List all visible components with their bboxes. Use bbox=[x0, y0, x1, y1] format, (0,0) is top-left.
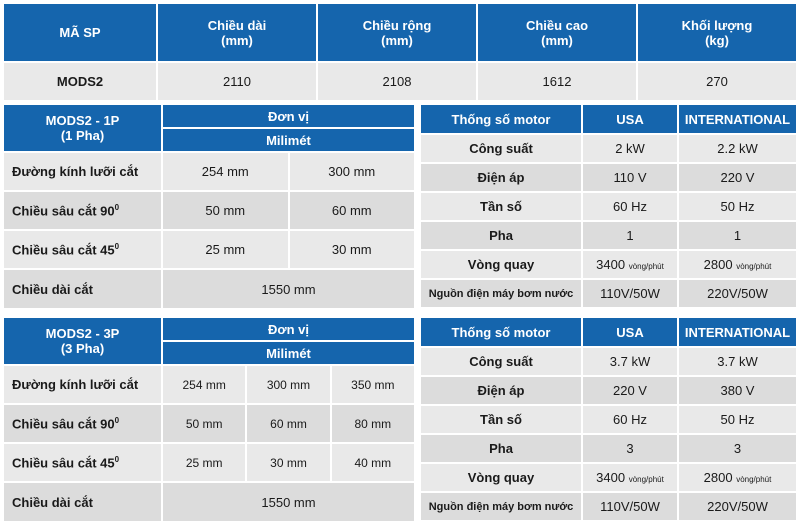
degree-mark: 0 bbox=[114, 202, 120, 212]
p3-row-diameter-value: 350 mm bbox=[332, 366, 414, 403]
p3-cut-length-value: 1550 mm bbox=[163, 483, 414, 521]
motor3-voltage-usa: 220 V bbox=[583, 377, 677, 404]
rpm-unit: vòng/phút bbox=[736, 475, 772, 484]
p3-row-depth45-text: Chiều sâu cắt 45 bbox=[12, 455, 115, 471]
p3-row-depth45-label bbox=[4, 444, 161, 481]
p1-row-depth90-value: 50 mm bbox=[163, 192, 288, 229]
p3-model-cell: MODS2 - 3P (3 Pha) bbox=[4, 318, 161, 364]
motor1-power-usa: 2 kW bbox=[583, 135, 677, 162]
motor3-phase-usa: 3 bbox=[583, 435, 677, 462]
p3-row-diameter-label: Đường kính lưỡi cắt bbox=[4, 366, 161, 403]
p1-row-depth90-label bbox=[4, 192, 161, 229]
p3-row-depth45-value: 40 mm bbox=[332, 444, 414, 481]
motor3-header-spec: Thống số motor bbox=[421, 318, 581, 346]
motor1-voltage-intl: 220 V bbox=[679, 164, 796, 191]
motor1-rpm-usa bbox=[583, 251, 677, 278]
p1-unit-sub: Milimét bbox=[163, 129, 414, 151]
motor3-phase-intl: 3 bbox=[679, 435, 796, 462]
rpm-unit: vòng/phút bbox=[628, 262, 664, 271]
motor3-frequency-usa: 60 Hz bbox=[583, 406, 677, 433]
motor3-table bbox=[419, 316, 798, 522]
motor1-frequency-usa: 60 Hz bbox=[583, 193, 677, 220]
motor1-phase-label: Pha bbox=[421, 222, 581, 249]
motor3-frequency-intl: 50 Hz bbox=[679, 406, 796, 433]
motor1-header-spec: Thống số motor bbox=[421, 105, 581, 133]
motor1-phase-intl: 1 bbox=[679, 222, 796, 249]
p1-dimension-table bbox=[2, 103, 416, 310]
motor3-power-intl: 3.7 kW bbox=[679, 348, 796, 375]
rpm-value: 2800 bbox=[703, 470, 733, 485]
p3-dimension-table bbox=[2, 316, 416, 523]
degree-mark: 0 bbox=[114, 241, 120, 251]
p3-row-depth90-value: 80 mm bbox=[332, 405, 414, 442]
summary-header-height: Chiều cao (mm) bbox=[478, 4, 636, 61]
summary-header-length: Chiều dài (mm) bbox=[158, 4, 316, 61]
p3-cut-length-label: Chiều dài cắt bbox=[4, 483, 161, 521]
motor1-voltage-usa: 110 V bbox=[583, 164, 677, 191]
p3-unit-header: Đơn vị bbox=[163, 318, 414, 340]
motor3-header-usa: USA bbox=[583, 318, 677, 346]
motor1-header-intl: INTERNATIONAL bbox=[679, 105, 796, 133]
p1-row-depth90-text: Chiều sâu cắt 90 bbox=[12, 203, 115, 219]
summary-header-width: Chiều rộng (mm) bbox=[318, 4, 476, 61]
motor1-pump-intl: 220V/50W bbox=[679, 280, 796, 307]
p3-row-diameter-value: 254 mm bbox=[163, 366, 245, 403]
motor1-power-label: Công suất bbox=[421, 135, 581, 162]
motor3-power-label: Công suất bbox=[421, 348, 581, 375]
motor3-voltage-intl: 380 V bbox=[679, 377, 796, 404]
motor1-phase-usa: 1 bbox=[583, 222, 677, 249]
rpm-value: 2800 bbox=[703, 257, 733, 272]
p3-row-depth90-label bbox=[4, 405, 161, 442]
p1-row-depth45-value: 30 mm bbox=[290, 231, 415, 268]
summary-model: MODS2 bbox=[4, 63, 156, 100]
summary-table bbox=[2, 2, 798, 102]
motor1-frequency-label: Tần số bbox=[421, 193, 581, 220]
p1-row-diameter-label: Đường kính lưỡi cắt bbox=[4, 153, 161, 190]
rpm-unit: vòng/phút bbox=[628, 475, 664, 484]
motor3-voltage-label: Điện áp bbox=[421, 377, 581, 404]
p3-row-depth90-value: 50 mm bbox=[163, 405, 245, 442]
motor3-frequency-label: Tần số bbox=[421, 406, 581, 433]
motor1-pump-label: Nguồn điện máy bơm nước bbox=[421, 280, 581, 307]
motor1-rpm-label: Vòng quay bbox=[421, 251, 581, 278]
motor1-power-intl: 2.2 kW bbox=[679, 135, 796, 162]
p3-row-depth45-value: 25 mm bbox=[163, 444, 245, 481]
motor3-rpm-usa bbox=[583, 464, 677, 491]
rpm-value: 3400 bbox=[596, 257, 626, 272]
p1-row-diameter-value: 300 mm bbox=[290, 153, 415, 190]
p1-row-depth45-value: 25 mm bbox=[163, 231, 288, 268]
p1-model-cell: MODS2 - 1P (1 Pha) bbox=[4, 105, 161, 151]
motor1-header-usa: USA bbox=[583, 105, 677, 133]
summary-width: 2108 bbox=[318, 63, 476, 100]
motor1-pump-usa: 110V/50W bbox=[583, 280, 677, 307]
rpm-value: 3400 bbox=[596, 470, 626, 485]
p1-row-depth90-value: 60 mm bbox=[290, 192, 415, 229]
p3-row-diameter-value: 300 mm bbox=[247, 366, 329, 403]
degree-mark: 0 bbox=[114, 415, 120, 425]
p3-unit-sub: Milimét bbox=[163, 342, 414, 364]
summary-weight: 270 bbox=[638, 63, 796, 100]
motor3-header-intl: INTERNATIONAL bbox=[679, 318, 796, 346]
p1-cut-length-label: Chiều dài cắt bbox=[4, 270, 161, 308]
p1-cut-length-value: 1550 mm bbox=[163, 270, 414, 308]
motor1-frequency-intl: 50 Hz bbox=[679, 193, 796, 220]
motor3-phase-label: Pha bbox=[421, 435, 581, 462]
motor1-voltage-label: Điện áp bbox=[421, 164, 581, 191]
p1-unit-header: Đơn vị bbox=[163, 105, 414, 127]
summary-length: 2110 bbox=[158, 63, 316, 100]
motor3-rpm-intl bbox=[679, 464, 796, 491]
p1-row-depth45-label bbox=[4, 231, 161, 268]
motor3-power-usa: 3.7 kW bbox=[583, 348, 677, 375]
summary-header-code: MÃ SP bbox=[4, 4, 156, 61]
motor3-pump-usa: 110V/50W bbox=[583, 493, 677, 520]
p3-row-depth45-value: 30 mm bbox=[247, 444, 329, 481]
summary-height: 1612 bbox=[478, 63, 636, 100]
p3-row-depth90-value: 60 mm bbox=[247, 405, 329, 442]
p3-row-depth90-text: Chiều sâu cắt 90 bbox=[12, 416, 115, 432]
degree-mark: 0 bbox=[114, 454, 120, 464]
p1-row-depth45-text: Chiều sâu cắt 45 bbox=[12, 242, 115, 258]
p1-row-diameter-value: 254 mm bbox=[163, 153, 288, 190]
motor1-table bbox=[419, 103, 798, 309]
motor3-pump-label: Nguồn điện máy bơm nước bbox=[421, 493, 581, 520]
rpm-unit: vòng/phút bbox=[736, 262, 772, 271]
motor3-rpm-label: Vòng quay bbox=[421, 464, 581, 491]
summary-header-weight: Khối lượng (kg) bbox=[638, 4, 796, 61]
motor1-rpm-intl bbox=[679, 251, 796, 278]
motor3-pump-intl: 220V/50W bbox=[679, 493, 796, 520]
